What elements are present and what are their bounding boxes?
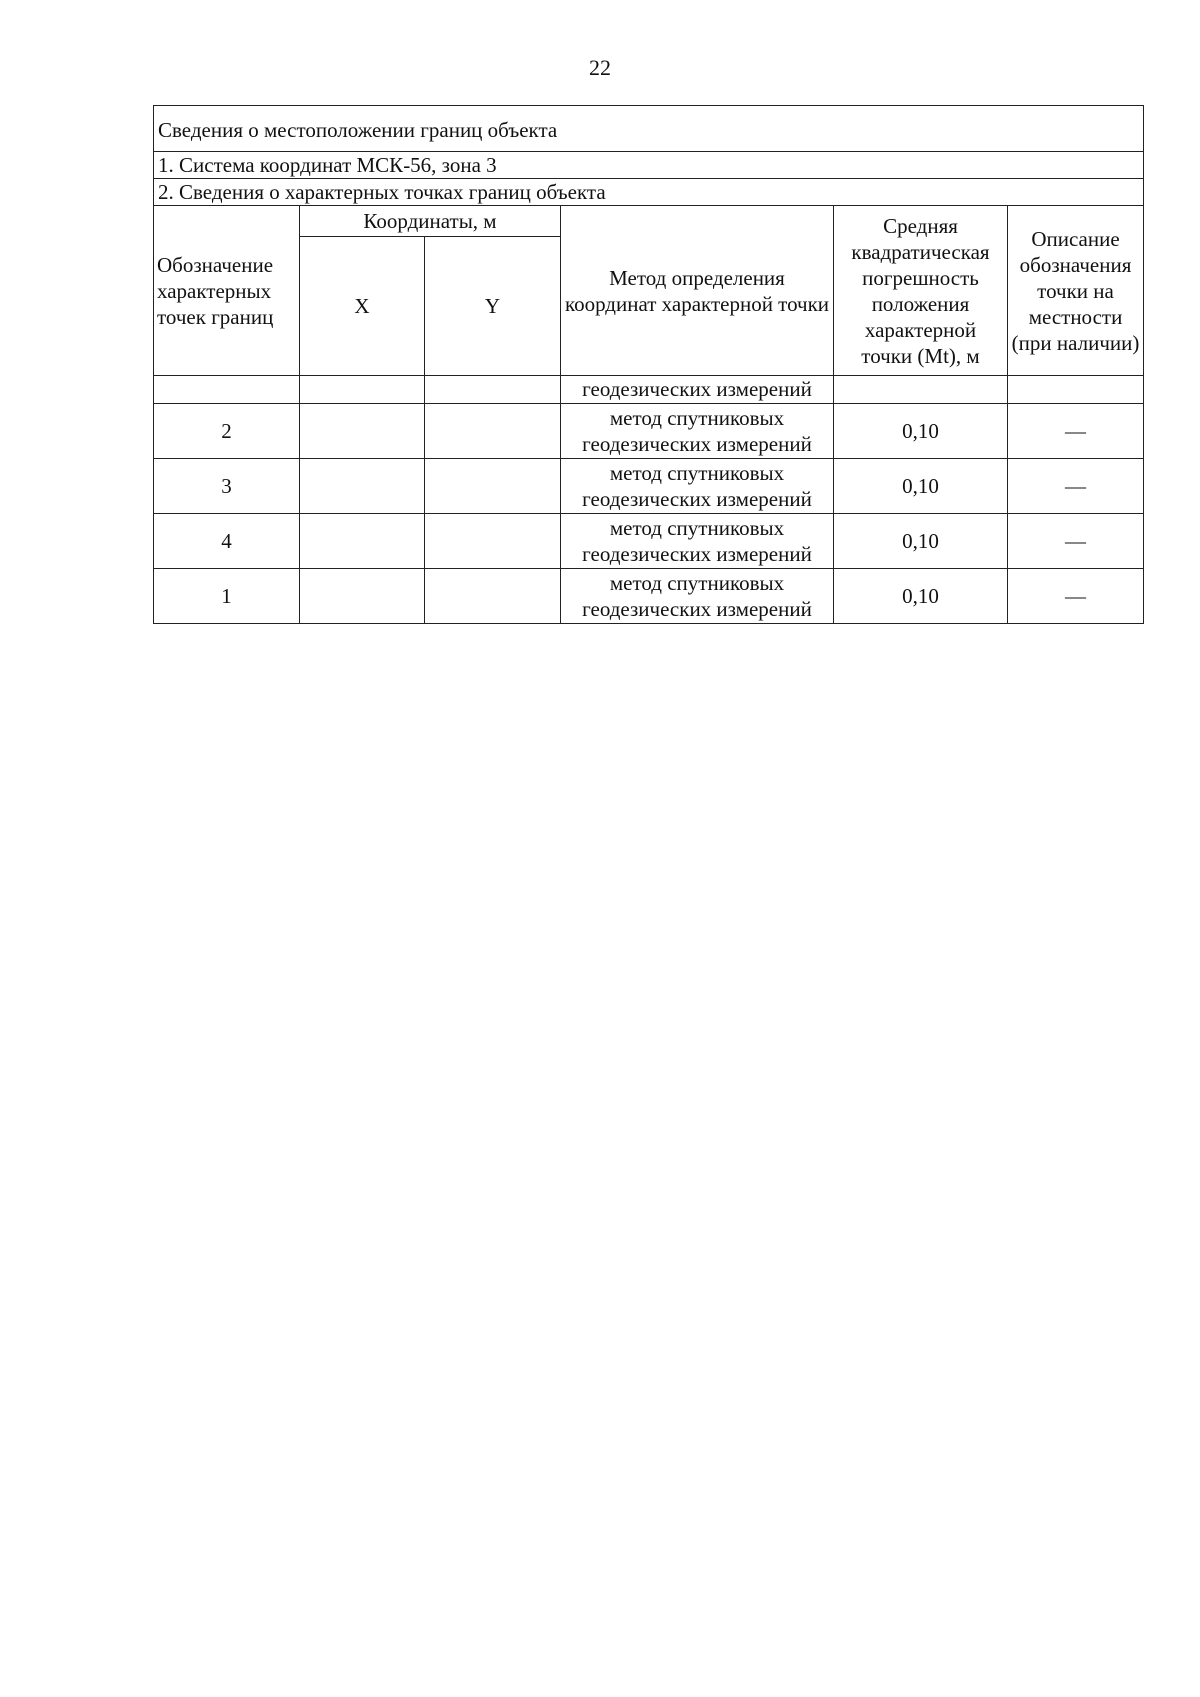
- cell-point: 3: [154, 459, 300, 514]
- cell-x: [300, 459, 425, 514]
- cell-error: 0,10: [834, 514, 1008, 569]
- cell-error: 0,10: [834, 569, 1008, 624]
- cell-description: —: [1008, 459, 1144, 514]
- cell-x: [300, 404, 425, 459]
- method-line-2: геодезических измерений: [582, 597, 812, 621]
- header-row-1: [154, 206, 1144, 237]
- cell-point: 1: [154, 569, 300, 624]
- header-point-designation: Обозначение характерных точек границ: [154, 206, 300, 376]
- header-description: Описание обозначения точки на местности (при наличии): [1008, 206, 1144, 376]
- cell-error: 0,10: [834, 404, 1008, 459]
- header-y: Y: [425, 237, 561, 376]
- cell-point: 4: [154, 514, 300, 569]
- cell-method: [561, 514, 834, 569]
- cell-method: [561, 404, 834, 459]
- cell-description: —: [1008, 569, 1144, 624]
- coordinate-system-row: [154, 152, 1144, 179]
- table-row: [154, 459, 1144, 514]
- section-title: 2. Сведения о характерных точках границ объекта: [154, 179, 1144, 206]
- table-row: [154, 404, 1144, 459]
- cell-method: [561, 459, 834, 514]
- header-method: Метод определения координат характерной точки: [561, 206, 834, 376]
- page-number: 22: [589, 55, 611, 80]
- cell-description: [1008, 376, 1144, 404]
- method-line-1: метод спутниковых: [609, 571, 785, 595]
- cell-point: 2: [154, 404, 300, 459]
- cell-method: [561, 569, 834, 624]
- cell-method: геодезических измерений: [561, 376, 834, 404]
- method-line-2: геодезических измерений: [582, 432, 812, 456]
- cell-description: —: [1008, 514, 1144, 569]
- cell-error: 0,10: [834, 459, 1008, 514]
- method-line-1: метод спутниковых: [609, 406, 785, 430]
- cell-x: [300, 514, 425, 569]
- section-title-row: [154, 179, 1144, 206]
- cell-point: [154, 376, 300, 404]
- cell-description: —: [1008, 404, 1144, 459]
- header-coordinates: Координаты, м: [300, 206, 561, 237]
- boundary-points-table: [153, 105, 1144, 624]
- cell-y: [425, 459, 561, 514]
- cell-error: [834, 376, 1008, 404]
- header-error: Средняя квадратическая погрешность положения характерной точки (Mt), м: [834, 206, 1008, 376]
- method-line-1: метод спутниковых: [609, 516, 785, 540]
- cell-y: [425, 376, 561, 404]
- table-title-row: [154, 106, 1144, 152]
- coordinate-system: 1. Система координат МСК-56, зона 3: [154, 152, 1144, 179]
- table-row: [154, 569, 1144, 624]
- cell-y: [425, 569, 561, 624]
- cell-y: [425, 514, 561, 569]
- cell-y: [425, 404, 561, 459]
- table-row-continuation: [154, 376, 1144, 404]
- cell-x: [300, 376, 425, 404]
- method-line-1: метод спутниковых: [609, 461, 785, 485]
- method-line-2: геодезических измерений: [582, 542, 812, 566]
- cell-x: [300, 569, 425, 624]
- method-line-2: геодезических измерений: [582, 487, 812, 511]
- table-row: [154, 514, 1144, 569]
- header-x: X: [300, 237, 425, 376]
- table-title: Сведения о местоположении границ объекта: [154, 106, 1144, 152]
